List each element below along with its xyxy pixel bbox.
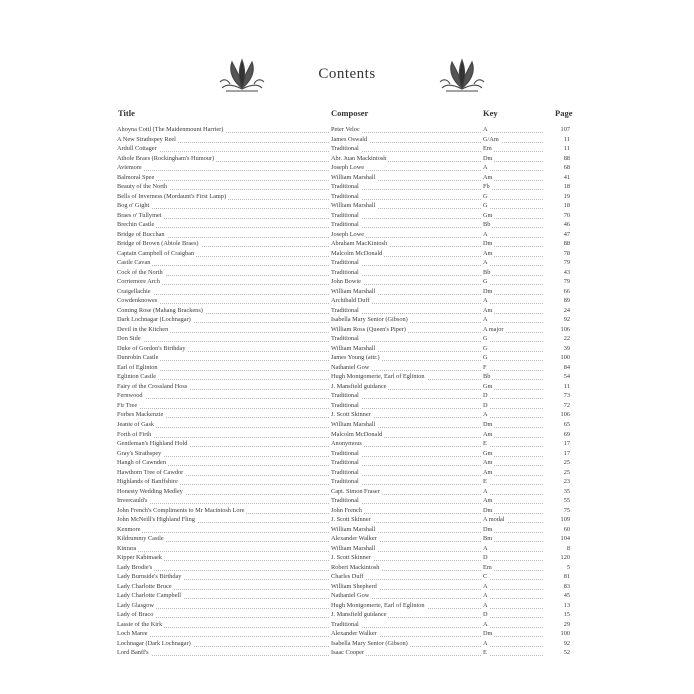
row-page: 65 [563, 420, 570, 428]
contents-row [117, 458, 572, 468]
row-key: D [483, 392, 488, 400]
row-key: Dm [483, 154, 493, 162]
row-composer: J. Scott Skinner [331, 554, 371, 562]
row-key: Em [483, 145, 492, 153]
contents-row [117, 487, 572, 497]
row-key: Dm [483, 287, 493, 295]
row-page: 88 [563, 154, 570, 162]
row-title: Lassie of the Kirk [117, 620, 163, 628]
contents-row [117, 135, 572, 145]
row-page: 107 [560, 126, 570, 133]
row-key: Bb [483, 268, 491, 276]
contents-row [117, 211, 572, 221]
row-composer: John French [331, 506, 362, 514]
row-composer: Capt. Simon Fraser [331, 487, 380, 495]
row-composer: Hugh Montgomerie, Earl of Eglinton [331, 373, 425, 381]
contents-row [117, 515, 572, 525]
row-page: 55 [563, 497, 570, 505]
row-page: 15 [563, 611, 570, 619]
row-composer: Traditional [331, 221, 359, 229]
contents-row [117, 410, 572, 420]
contents-row [117, 639, 572, 649]
row-title: Bells of Inverness (Mordaunt's First Lamp) [117, 192, 227, 200]
row-title: Lady Charlotte Bruce [117, 582, 172, 590]
row-page: 106 [560, 411, 570, 419]
row-composer: William Marshall [331, 525, 376, 533]
row-title: Invercauld's [117, 497, 148, 505]
row-key: Am [483, 173, 493, 181]
row-key: A [483, 582, 488, 590]
row-page: 79 [563, 259, 570, 267]
row-composer: Isabella Mary Senior (Gibson) [331, 639, 408, 647]
contents-row [117, 525, 572, 535]
row-composer: Traditional [331, 211, 359, 219]
row-title: Dark Lochnagar (Lochnagar) [117, 316, 191, 324]
row-page: 52 [563, 649, 570, 657]
row-page: 79 [563, 278, 570, 286]
row-composer: Malcolm McDonald [331, 249, 383, 257]
row-key: C [483, 573, 488, 581]
row-title: Gentleman's Highland Hold [117, 440, 188, 448]
row-page: 88 [563, 240, 570, 248]
row-key: A [483, 487, 488, 495]
contents-row [117, 268, 572, 278]
row-key: A [483, 639, 488, 647]
row-title: Aviemore [117, 164, 142, 172]
row-composer: Traditional [331, 183, 359, 191]
row-key: Bm [483, 535, 493, 543]
row-key: A [483, 316, 488, 324]
row-key: Em [483, 563, 492, 571]
row-composer: Traditional [331, 468, 359, 476]
row-title: John McNeill's Highland Fling [117, 516, 195, 524]
contents-row [117, 306, 572, 316]
row-composer: Alexander Walker [331, 535, 377, 543]
row-page: 8 [566, 544, 570, 552]
contents-row [117, 620, 572, 630]
row-title: Ahoyna Cottl (The Maidenmount Harrier) [117, 126, 224, 133]
row-title: Lady Burnside's Birthday [117, 573, 182, 581]
contents-row [117, 220, 572, 230]
row-key: D [483, 611, 488, 619]
row-page: 78 [563, 249, 570, 257]
row-title: Brechin Castle [117, 221, 155, 229]
row-composer: Traditional [331, 268, 359, 276]
row-title: Athole Braes (Rockingham's Humour) [117, 154, 215, 162]
row-key: Am [483, 459, 493, 467]
contents-row [117, 230, 572, 240]
row-composer: J. Scott Skinner [331, 516, 371, 524]
row-key: F [483, 363, 487, 371]
contents-row [117, 468, 572, 478]
row-title: Lord Banff's [117, 649, 149, 657]
row-page: 47 [563, 230, 570, 238]
contents-row [117, 192, 572, 202]
row-page: 75 [563, 506, 570, 514]
contents-row [117, 258, 572, 268]
row-key: A [483, 259, 488, 267]
row-key: D [483, 554, 488, 562]
row-page: 66 [563, 287, 570, 295]
contents-row [117, 154, 572, 164]
row-page: 70 [563, 211, 570, 219]
contents-row [117, 449, 572, 459]
row-composer: Traditional [331, 392, 359, 400]
row-title: Balmoral Spee [117, 173, 155, 181]
row-title: Kinrara [117, 544, 137, 552]
row-key: Gm [483, 211, 493, 219]
row-page: 84 [563, 363, 570, 371]
contents-row [117, 544, 572, 554]
row-title: Gray's Strathspey [117, 449, 162, 457]
row-key: G [483, 192, 488, 200]
row-title: Captain Campbell of Craigban [117, 249, 195, 257]
row-title: Bridge of Brown (Abtole Braes) [117, 240, 199, 248]
row-composer: Archibald Duff [331, 297, 370, 305]
contents-row [117, 430, 572, 440]
row-page: 35 [563, 487, 570, 495]
row-title: Lady Glasgow [117, 601, 154, 609]
contents-row [117, 382, 572, 392]
row-page: 11 [563, 382, 570, 390]
row-title: Don Side [117, 335, 141, 343]
row-page: 92 [563, 316, 570, 324]
row-title: Devil in the Kitchen [117, 325, 169, 333]
row-page: 54 [563, 373, 570, 381]
row-title: Kipper Kabimaek [117, 554, 162, 562]
row-page: 18 [563, 202, 570, 210]
row-page: 106 [560, 325, 570, 333]
row-page: 45 [563, 592, 570, 600]
row-key: G [483, 344, 488, 352]
contents-row [117, 648, 572, 658]
row-title: Fernwood [117, 392, 143, 400]
row-page: 120 [560, 554, 570, 562]
row-title: Kenmore [117, 525, 141, 533]
row-key: A [483, 297, 488, 305]
row-key: G [483, 354, 488, 362]
row-key: Am [483, 497, 493, 505]
row-page: 11 [563, 145, 570, 153]
row-key: Dm [483, 630, 493, 638]
page-title: Contents [318, 66, 376, 82]
contents-row [117, 173, 572, 183]
row-key: Dm [483, 506, 493, 514]
row-composer: Traditional [331, 145, 359, 153]
row-page: 11 [563, 135, 570, 143]
row-page: 22 [563, 335, 570, 343]
row-page: 100 [560, 354, 570, 362]
row-key: E [483, 478, 487, 486]
row-composer: Traditional [331, 478, 359, 486]
row-composer: Nathaniel Gow [331, 363, 370, 371]
row-key: Dm [483, 240, 493, 248]
row-key: G/Am [483, 135, 499, 143]
row-key: D [483, 401, 488, 409]
row-title: Cock of the North [117, 268, 163, 276]
row-title: Fir Tree [117, 401, 138, 409]
row-composer: Traditional [331, 401, 359, 409]
row-composer: J. Mansfield guidance [331, 382, 387, 390]
row-page: 81 [563, 573, 570, 581]
row-title: Duke of Gordon's Birthday [117, 344, 186, 352]
row-title: Honesty Wedding Medley [117, 487, 183, 495]
row-composer: John Bowie [331, 278, 361, 286]
column-header-key: Key [483, 108, 498, 118]
contents-row [117, 287, 572, 297]
row-page: 69 [563, 430, 570, 438]
row-key: Am [483, 249, 493, 257]
row-key: Gm [483, 382, 493, 390]
row-page: 60 [563, 525, 570, 533]
row-title: Cowdenknowes [117, 297, 158, 305]
row-composer: Traditional [331, 459, 359, 467]
row-composer: Abr. Juan Mackintosh [331, 154, 387, 162]
row-title: Craigellachie [117, 287, 151, 295]
row-title: Forth of Firth [117, 430, 152, 438]
contents-row [117, 572, 572, 582]
contents-row [117, 372, 572, 382]
row-title: John French's Compliments to Mr Macintosh Lore [117, 506, 245, 514]
row-title: Beauty of the North [117, 183, 168, 191]
row-title: Ardull Cottager [117, 145, 157, 153]
row-composer: James Oswald [331, 135, 368, 143]
row-composer: William Ross (Queen's Piper) [331, 325, 406, 333]
row-key: G [483, 278, 488, 286]
row-title: Lochnagar (Dark Lochnagar) [117, 639, 191, 647]
contents-row [117, 477, 572, 487]
row-title: Lady of Braco [117, 611, 154, 619]
row-composer: Isabella Mary Senior (Gibson) [331, 316, 408, 324]
contents-row [117, 239, 572, 249]
contents-row [117, 420, 572, 430]
row-title: Hawthorn Tree of Cawdor [117, 468, 184, 476]
row-composer: William Marshall [331, 202, 376, 210]
contents-row [117, 629, 572, 639]
row-key: A [483, 126, 488, 133]
contents-row [117, 401, 572, 411]
row-title: Lady Charlotte Campbell [117, 592, 182, 600]
row-composer: William Marshall [331, 173, 376, 181]
contents-row [117, 591, 572, 601]
row-page: 72 [563, 401, 570, 409]
row-key: A [483, 164, 488, 172]
row-page: 100 [560, 630, 570, 638]
row-key: A modal [483, 516, 505, 524]
row-page: 83 [563, 582, 570, 590]
row-title: Jeanie of Gask [117, 420, 155, 428]
row-title: Castle Cavan [117, 259, 151, 267]
contents-row [117, 363, 572, 373]
row-composer: Traditional [331, 449, 359, 457]
row-composer: Isaac Cooper [331, 649, 365, 657]
row-key: A [483, 592, 488, 600]
contents-row [117, 344, 572, 354]
row-title: Earl of Eglinton [117, 363, 158, 371]
row-key: Dm [483, 420, 493, 428]
row-composer: J. Scott Skinner [331, 411, 371, 419]
contents-row [117, 249, 572, 259]
column-header-page: Page [555, 108, 573, 118]
contents-row [117, 144, 572, 154]
row-composer: Anonymous [331, 440, 362, 448]
row-key: E [483, 440, 487, 448]
contents-row [117, 582, 572, 592]
contents-row [117, 496, 572, 506]
row-title: Hangh of Cawnden [117, 459, 166, 467]
row-title: Loch Maree [117, 630, 148, 638]
contents-row [117, 163, 572, 173]
row-composer: Alexander Walker [331, 630, 377, 638]
row-composer: Traditional [331, 335, 359, 343]
contents-row [117, 182, 572, 192]
row-page: 25 [563, 468, 570, 476]
row-key: G [483, 202, 488, 210]
row-title: Coming Rose (Mahang Brackens) [117, 306, 203, 314]
row-page: 68 [563, 164, 570, 172]
row-page: 17 [563, 449, 570, 457]
row-composer: Malcolm McDonald [331, 430, 383, 438]
row-composer: Joseph Lowe [331, 230, 365, 238]
row-page: 17 [563, 440, 570, 448]
row-page: 109 [560, 516, 570, 524]
row-key: Dm [483, 525, 493, 533]
contents-row [117, 334, 572, 344]
row-title: Bog o' Gight [117, 202, 150, 210]
row-key: Bb [483, 373, 491, 381]
contents-row [117, 125, 572, 135]
contents-row [117, 563, 572, 573]
contents-row [117, 201, 572, 211]
row-key: Bb [483, 221, 491, 229]
column-header-composer: Composer [331, 108, 369, 118]
laurel-fleuron-icon [436, 58, 488, 94]
row-page: 41 [563, 173, 570, 181]
row-composer: James Young (attr.) [331, 354, 380, 362]
row-key: Am [483, 468, 493, 476]
row-composer: J. Mansfield guidance [331, 611, 387, 619]
row-key: A [483, 411, 488, 419]
row-key: Fb [483, 183, 490, 191]
row-title: Forbes Mackenzie [117, 411, 164, 419]
row-page: 89 [563, 297, 570, 305]
row-title: Kildrummy Castle [117, 535, 164, 543]
row-key: A [483, 601, 488, 609]
title-row [0, 58, 694, 98]
contents-row [117, 534, 572, 544]
row-composer: Traditional [331, 306, 359, 314]
row-composer: Joseph Lowe [331, 164, 365, 172]
contents-list [117, 125, 572, 658]
row-title: Lady Brodie's [117, 563, 153, 571]
contents-row [117, 277, 572, 287]
contents-row [117, 610, 572, 620]
row-page: 29 [563, 620, 570, 628]
row-composer: Traditional [331, 192, 359, 200]
row-page: 18 [563, 183, 570, 191]
row-key: G [483, 335, 488, 343]
contents-row [117, 601, 572, 611]
row-title: Bridge of Bucchan [117, 230, 165, 238]
row-composer: William Marshall [331, 344, 376, 352]
column-header-title: Title [118, 108, 135, 118]
row-title: Dunrobin Castle [117, 354, 159, 362]
row-page: 23 [563, 478, 570, 486]
row-key: Gm [483, 449, 493, 457]
row-composer: Charles Duff [331, 573, 364, 581]
row-composer: Traditional [331, 497, 359, 505]
row-composer: Robert Mackintosh [331, 563, 380, 571]
row-key: A [483, 544, 488, 552]
row-key: A [483, 620, 488, 628]
row-composer: William Marshall [331, 287, 376, 295]
row-title: Eglinton Castle [117, 373, 157, 381]
row-page: 39 [563, 344, 570, 352]
row-page: 5 [566, 563, 570, 571]
row-composer: Traditional [331, 259, 359, 267]
row-title: Fairy of the Crossland Hoss [117, 382, 188, 390]
contents-row [117, 391, 572, 401]
row-key: A major [483, 325, 504, 333]
contents-row [117, 315, 572, 325]
row-title: Braes o' Tullymet [117, 211, 162, 219]
row-key: A [483, 230, 488, 238]
row-key: Am [483, 306, 493, 314]
row-title: Corriemore Arch [117, 278, 160, 286]
row-page: 25 [563, 459, 570, 467]
row-composer: Nathaniel Gow [331, 592, 370, 600]
row-composer: Abraham MacKintosh [331, 240, 388, 248]
row-key: Am [483, 430, 493, 438]
row-page: 92 [563, 639, 570, 647]
row-title: A New Strathspey Reel [117, 135, 176, 143]
row-composer: Hugh Montgomerie, Earl of Eglinton [331, 601, 425, 609]
contents-row [117, 553, 572, 563]
row-page: 24 [563, 306, 570, 314]
row-key: E [483, 649, 487, 657]
row-composer: William Marshall [331, 544, 376, 552]
row-page: 19 [563, 192, 570, 200]
contents-row [117, 439, 572, 449]
row-title: Highlands of Banffshire [117, 478, 178, 486]
row-composer: Peter Veloc [331, 126, 360, 133]
row-page: 13 [563, 601, 570, 609]
row-page: 46 [563, 221, 570, 229]
row-page: 104 [560, 535, 570, 543]
contents-row [117, 325, 572, 335]
contents-row [117, 506, 572, 516]
row-composer: William Shepherd [331, 582, 377, 590]
row-composer: Traditional [331, 620, 359, 628]
row-composer: William Marshall [331, 420, 376, 428]
row-page: 43 [563, 268, 570, 276]
contents-row [117, 296, 572, 306]
contents-row [117, 353, 572, 363]
row-page: 73 [563, 392, 570, 400]
